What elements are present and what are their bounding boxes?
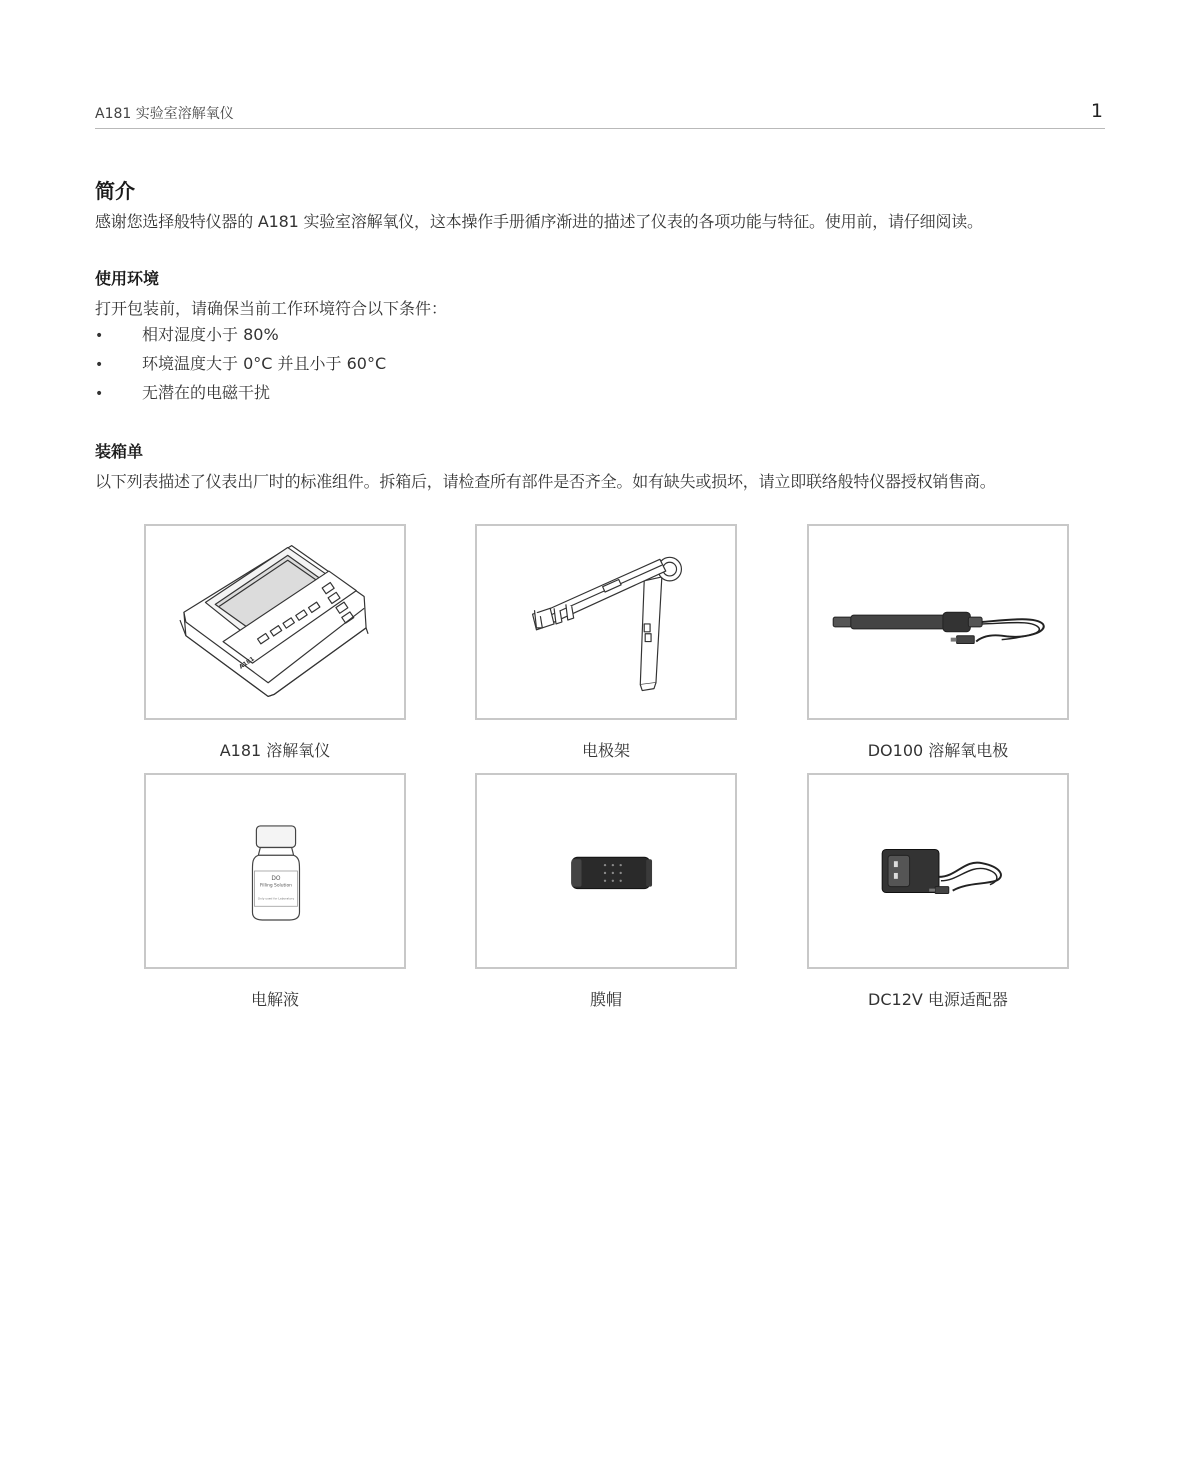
power-adapter-illustration [809, 775, 1067, 967]
membrane-cap-image-frame [475, 773, 737, 969]
do-electrode-caption: DO100 溶解氧电极 [867, 741, 1009, 760]
bottle-label-title: DO [271, 875, 281, 882]
list-item [95, 349, 386, 378]
list-item-text: 无潜在的电磁干扰 [142, 383, 271, 402]
packing-list-heading: 装箱单 [95, 442, 144, 461]
list-item [95, 378, 386, 407]
filling-solution-caption: 电解液 [250, 990, 299, 1009]
environment-conditions-list [95, 320, 386, 407]
electrode-holder-illustration [477, 526, 735, 718]
do-meter-illustration [146, 526, 404, 718]
environment-heading: 使用环境 [95, 269, 160, 288]
do-electrode-image-frame [807, 524, 1069, 720]
bottle-label-subtitle: Filling Solution [260, 883, 292, 889]
list-item [95, 320, 386, 349]
bullet-icon: • [95, 386, 104, 402]
power-adapter-image-frame [807, 773, 1069, 969]
bottle-label-note: Only used for Laboratory [257, 896, 295, 901]
membrane-cap-illustration [477, 775, 735, 967]
electrode-holder-caption: 电极架 [581, 741, 630, 760]
intro-heading: 简介 [95, 179, 135, 203]
bullet-icon: • [95, 357, 104, 373]
intro-paragraph: 感谢您选择般特仪器的 A181 实验室溶解氧仪，这本操作手册循序渐进的描述了仪表的各项功能与特征。使用前，请仔细阅读。 [95, 212, 983, 231]
page-header [95, 100, 1105, 129]
environment-paragraph: 打开包装前，请确保当前工作环境符合以下条件： [95, 299, 448, 318]
list-item-text: 相对湿度小于 80% [142, 325, 279, 344]
electrode-holder-image-frame [475, 524, 737, 720]
meter-image-frame [144, 524, 406, 720]
filling-solution-bottle-illustration [146, 775, 404, 967]
filling-solution-image-frame [144, 773, 406, 969]
membrane-cap-caption: 膜帽 [589, 990, 622, 1009]
meter-caption: A181 溶解氧仪 [219, 741, 331, 760]
document-title: A181 实验室溶解氧仪 [95, 106, 234, 122]
do-electrode-illustration [809, 526, 1067, 718]
packing-list-paragraph: 以下列表描述了仪表出厂时的标准组件。拆箱后，请检查所有部件是否齐全。如有缺失或损坏，请立即联络般特仪器授权销售商。 [95, 472, 996, 491]
list-item-text: 环境温度大于 0°C 并且小于 60°C [142, 354, 387, 373]
page-number: 1 [1090, 100, 1103, 122]
meter-model-label: A181 [238, 656, 256, 671]
bullet-icon: • [95, 328, 104, 344]
power-adapter-caption: DC12V 电源适配器 [868, 990, 1008, 1009]
